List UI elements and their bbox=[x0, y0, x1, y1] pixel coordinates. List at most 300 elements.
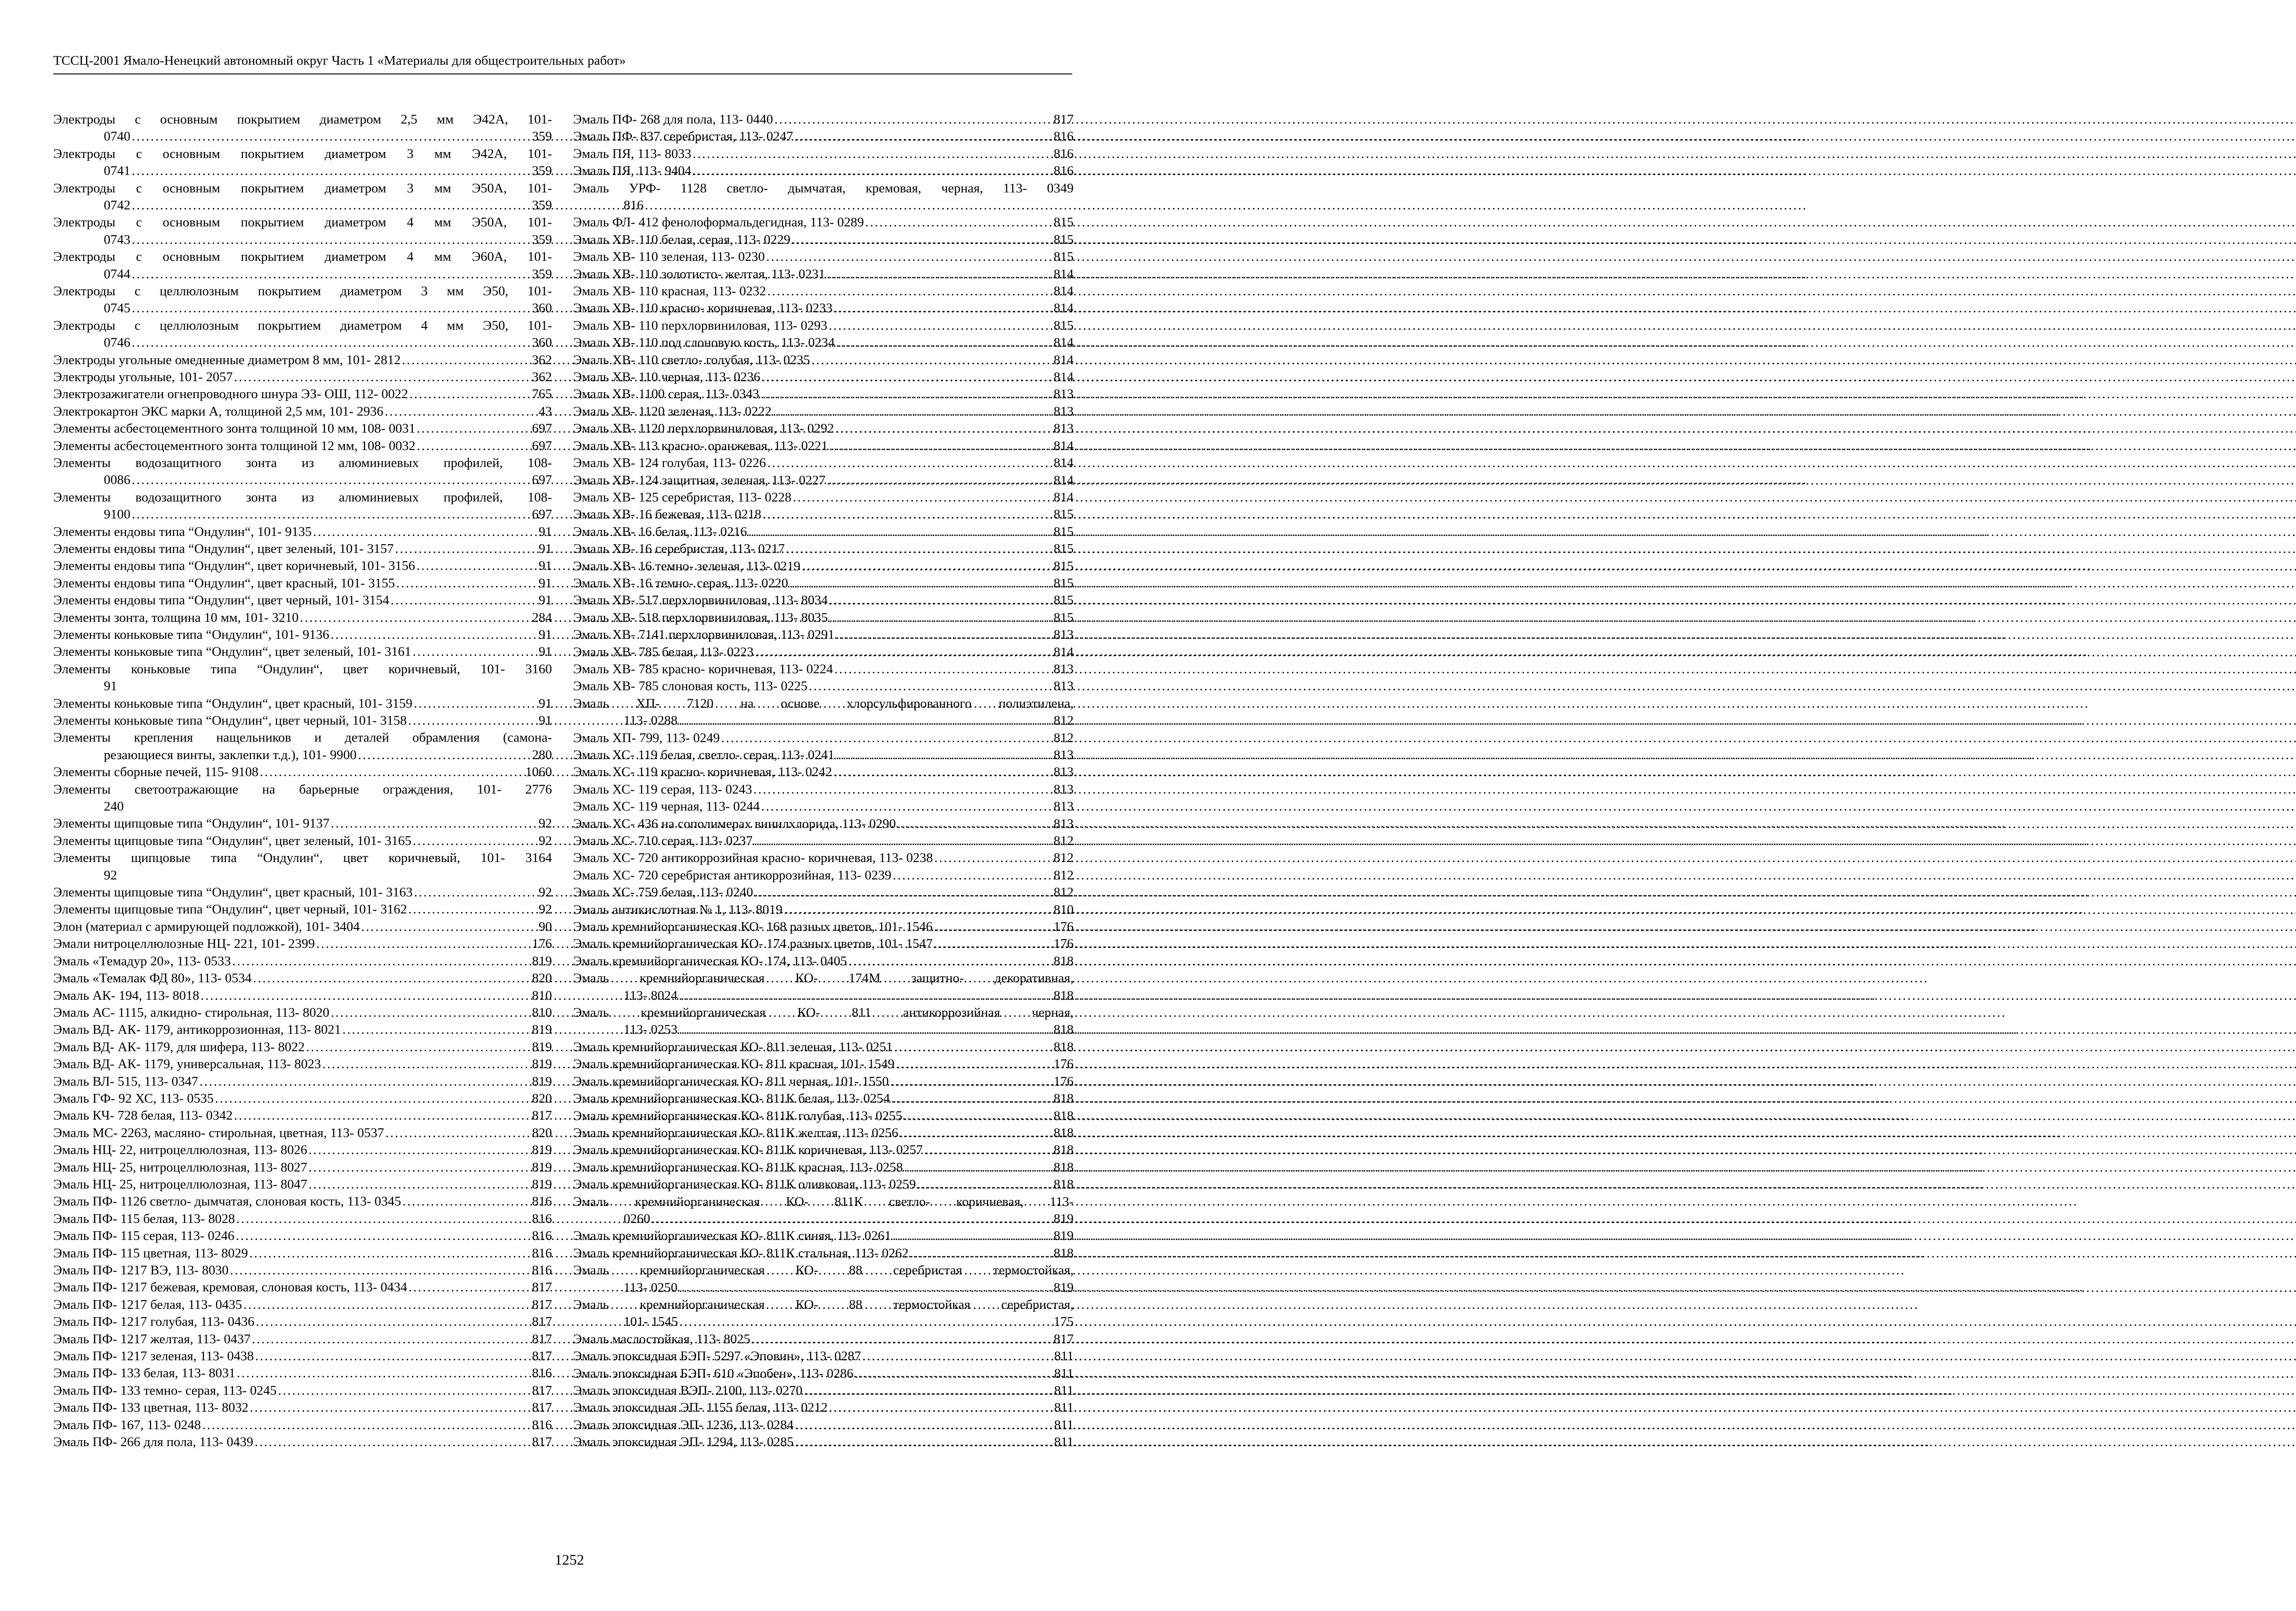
entry-page: 697 bbox=[532, 507, 552, 522]
index-entry bbox=[53, 884, 552, 901]
index-entry bbox=[573, 1228, 1074, 1245]
index-entry bbox=[573, 1039, 1074, 1056]
index-entry bbox=[53, 1125, 552, 1142]
index-entry bbox=[53, 1073, 552, 1090]
index-entry bbox=[53, 386, 552, 403]
entry-page: 818 bbox=[1053, 1177, 1074, 1192]
entry-line bbox=[53, 352, 552, 369]
entry-line bbox=[573, 146, 1074, 163]
entry-page: 813 bbox=[1053, 661, 1074, 676]
entry-line bbox=[53, 918, 552, 935]
index-entry bbox=[53, 1348, 552, 1365]
index-entry bbox=[573, 524, 1074, 541]
entry-text: Эмаль ХВ- 110 белая, серая, 113- 0229 bbox=[573, 232, 791, 247]
entry-text: Элементы ендовы типа “Ондулин“, цвет черный, 101- 3154 bbox=[53, 593, 389, 608]
dot-leader bbox=[650, 1211, 1054, 1228]
entry-page: 362 bbox=[532, 369, 552, 384]
dot-leader bbox=[407, 901, 539, 918]
entry-page: 91 bbox=[539, 541, 552, 557]
dot-leader bbox=[827, 1399, 1054, 1416]
dot-leader bbox=[413, 884, 539, 901]
index-entry bbox=[53, 1107, 552, 1124]
entry-page: 92 bbox=[539, 885, 552, 900]
entry-page: 813 bbox=[1053, 679, 1074, 694]
index-entry bbox=[573, 695, 1074, 730]
index-entry bbox=[53, 1262, 552, 1279]
entry-text: Эмаль ПФ- 268 для пола, 113- 0440 bbox=[573, 112, 773, 127]
entry-text: Эмаль ХВ- 125 серебристая, 113- 0228 bbox=[573, 490, 792, 505]
entry-page: 811 bbox=[1054, 1366, 1074, 1381]
entry-line bbox=[53, 1211, 552, 1228]
entry-text: Эмаль ПФ- 1217 бежевая, кремовая, слоновая кость, 113- 0434 bbox=[53, 1280, 407, 1295]
dot-leader bbox=[803, 1382, 1054, 1399]
entry-page: 811 bbox=[1054, 1435, 1074, 1450]
entry-text: Эмаль ХВ- 1100 серая, 113- 0343 bbox=[573, 387, 760, 402]
entry-text: Эмаль ХП- 7120 на основе хлорсульфированного полиэтилена, bbox=[573, 696, 1074, 711]
entry-page: 815 bbox=[1053, 575, 1074, 591]
entry-line bbox=[53, 1279, 552, 1296]
entry-line bbox=[573, 592, 1074, 609]
entry-text: Эмаль ПФ- 1217 желтая, 113- 0437 bbox=[53, 1331, 251, 1346]
index-entry bbox=[573, 816, 1074, 833]
index-entry bbox=[573, 541, 1074, 558]
entry-page: 362 bbox=[532, 352, 552, 367]
index-entry bbox=[573, 1417, 1074, 1434]
index-entry bbox=[573, 489, 1074, 506]
dot-leader bbox=[130, 472, 532, 489]
index-entry bbox=[573, 918, 1074, 935]
entry-line bbox=[573, 1090, 1074, 1107]
entry-page: 817 bbox=[532, 1435, 552, 1450]
entry-page: 818 bbox=[1053, 1039, 1074, 1054]
entry-line bbox=[573, 489, 1074, 506]
index-entry bbox=[53, 1004, 552, 1021]
index-entry bbox=[573, 970, 1074, 1004]
entry-page: 818 bbox=[1053, 988, 1074, 1003]
entry-text: Эмаль кремнийорганическая КО- 811 антикоррозийная черная, bbox=[573, 1005, 1074, 1020]
entry-line bbox=[53, 935, 552, 952]
index-entry bbox=[53, 558, 552, 575]
entry-page: 91 bbox=[104, 679, 117, 694]
entry-text: Электрозажигатели огнепроводного шнура ЭЗ- ОШ, 112- 0022 bbox=[53, 387, 408, 402]
dot-leader bbox=[253, 1434, 532, 1451]
entry-line bbox=[573, 128, 1074, 145]
entry-line bbox=[573, 1279, 1074, 1296]
index-entry bbox=[573, 678, 1074, 695]
entry-text: Эмаль эпоксидная ЭП- 1294, 113- 0285 bbox=[573, 1435, 794, 1450]
entry-text: Элементы водозащитного зонта из алюминиевых профилей, 108- bbox=[53, 456, 552, 471]
entry-page: 818 bbox=[1053, 1091, 1074, 1106]
dot-leader bbox=[214, 1090, 532, 1107]
entry-line bbox=[573, 1108, 1074, 1125]
entry-line bbox=[573, 1365, 1074, 1382]
entry-line bbox=[573, 1039, 1074, 1056]
index-entry bbox=[573, 111, 1074, 128]
entry-text: Эмаль ХВ- 110 под слоновую кость, 113- 0234 bbox=[573, 335, 835, 350]
entry-line bbox=[573, 1176, 1074, 1193]
dot-leader bbox=[834, 626, 1053, 643]
entry-text: резающиеся винты, заклепки т.д.), 101- 9900 bbox=[104, 747, 357, 762]
dot-leader bbox=[847, 953, 1054, 970]
entry-text: Эмаль ПФ- 167, 113- 0248 bbox=[53, 1417, 201, 1432]
entry-text: Эмаль ХВ- 110 зеленая, 113- 0230 bbox=[573, 249, 765, 265]
entry-page: 176 bbox=[1053, 919, 1074, 935]
dot-leader bbox=[130, 506, 532, 523]
dot-leader bbox=[790, 231, 1053, 248]
entry-page: 92 bbox=[539, 833, 552, 848]
entry-page: 818 bbox=[1053, 1160, 1074, 1175]
entry-page: 813 bbox=[1053, 816, 1074, 831]
index-entry bbox=[53, 352, 552, 369]
dot-leader bbox=[834, 420, 1053, 437]
entry-text: Эмаль ПФ- 266 для пола, 113- 0439 bbox=[53, 1435, 253, 1450]
index-entry bbox=[53, 1176, 552, 1193]
entry-text: Эмаль ВЛ- 515, 113- 0347 bbox=[53, 1074, 198, 1089]
entry-line bbox=[573, 1348, 1074, 1365]
entry-text: Электроды с основным покрытием диаметром 4 мм Э60А, 101- bbox=[53, 249, 552, 265]
entry-line bbox=[573, 369, 1074, 386]
entry-page: 811 bbox=[1054, 1400, 1074, 1415]
dot-leader bbox=[198, 1073, 532, 1090]
entry-line bbox=[53, 1417, 552, 1434]
index-entry bbox=[573, 1348, 1074, 1365]
entry-text: Эмаль ХВ- 517 перхлорвиниловая, 113- 8034 bbox=[573, 593, 828, 608]
entry-text: Эмаль ФЛ- 412 фенолоформальдегидная, 113- 0289 bbox=[573, 215, 864, 230]
entry-text: Эмаль ПФ- 1217 белая, 113- 0435 bbox=[53, 1297, 242, 1312]
index-entry bbox=[573, 472, 1074, 489]
entry-text: Эмаль КЧ- 728 белая, 113- 0342 bbox=[53, 1108, 233, 1123]
entry-text: Элементы ендовы типа “Ондулин“, цвет красный, 101- 3155 bbox=[53, 575, 395, 591]
entry-line bbox=[53, 1245, 552, 1262]
index-entry bbox=[573, 781, 1074, 798]
entry-line bbox=[53, 575, 552, 592]
entry-text: Эмаль ХВ- 1120 перхлорвиниловая, 113- 0292 bbox=[573, 421, 834, 436]
entry-page: 91 bbox=[539, 696, 552, 711]
index-entry bbox=[573, 403, 1074, 420]
entry-page: 819 bbox=[1053, 1280, 1074, 1295]
index-entry bbox=[53, 1193, 552, 1210]
entry-text: Элементы ендовы типа “Ондулин“, цвет коричневый, 101- 3156 bbox=[53, 558, 415, 574]
entry-text: Электроды с основным покрытием диаметром 3 мм Э42А, 101- bbox=[53, 146, 552, 161]
entry-line bbox=[53, 420, 552, 437]
dot-leader bbox=[383, 403, 539, 420]
entry-line bbox=[573, 1399, 1074, 1416]
entry-text: 0741 bbox=[104, 163, 130, 179]
index-entry bbox=[53, 1434, 552, 1451]
entry-text: Эмаль НЦ- 25, нитроцеллюлозная, 113- 8027 bbox=[53, 1160, 307, 1175]
entry-line bbox=[53, 815, 552, 832]
entry-text: 113- 0288 bbox=[624, 713, 678, 728]
entry-page: 697 bbox=[532, 421, 552, 436]
entry-text: Элементы щипцовые типа “Ондулин“, цвет коричневый, 101- 3164 bbox=[53, 851, 552, 866]
entry-text: Элементы коньковые типа “Ондулин“, цвет коричневый, 101- 3160 bbox=[53, 661, 552, 676]
dot-leader bbox=[389, 592, 539, 609]
entry-text: Эмаль кремнийорганическая КО- 811К синяя, 113- 0261 bbox=[573, 1228, 891, 1244]
entry-text: Элементы коньковые типа “Ондулин“, цвет красный, 101- 3159 bbox=[53, 696, 413, 711]
entry-line bbox=[573, 300, 1074, 317]
index-entry bbox=[573, 901, 1074, 918]
index-entry bbox=[573, 1142, 1074, 1159]
dot-leader bbox=[861, 1348, 1054, 1365]
index-entry bbox=[53, 1382, 552, 1399]
dot-leader bbox=[416, 420, 532, 437]
dot-leader bbox=[825, 266, 1053, 283]
entry-line bbox=[53, 403, 552, 420]
entry-text: Эмаль кремнийорганическая КО- 811К светло- коричневая, 113- bbox=[573, 1194, 1074, 1209]
entry-page: 360 bbox=[532, 301, 552, 316]
index-entry bbox=[53, 592, 552, 609]
entry-line bbox=[573, 1021, 1074, 1038]
entry-page: 814 bbox=[1053, 438, 1074, 453]
entry-text: Элементы асбестоцементного зонта толщиной 12 мм, 108- 0032 bbox=[53, 438, 416, 453]
entry-page: 816 bbox=[532, 1211, 552, 1226]
entry-page: 819 bbox=[532, 1177, 552, 1192]
entry-line bbox=[573, 455, 1074, 472]
dot-leader bbox=[810, 352, 1053, 369]
dot-leader bbox=[248, 1245, 532, 1262]
dot-leader bbox=[677, 1021, 1053, 1038]
index-entry bbox=[573, 626, 1074, 643]
entry-line bbox=[53, 626, 552, 643]
entry-text: Эмаль кремнийорганическая КО- 811 красная, 101- 1549 bbox=[573, 1057, 895, 1072]
index-entry bbox=[53, 764, 552, 781]
entry-line bbox=[53, 1090, 552, 1107]
index-entry bbox=[573, 1004, 1074, 1039]
dot-leader bbox=[356, 747, 532, 764]
entry-line bbox=[573, 266, 1074, 283]
index-entry bbox=[573, 334, 1074, 351]
entry-line bbox=[53, 438, 552, 455]
entry-text: Эмаль ХВ- 1120 зеленая, 113- 0222 bbox=[573, 404, 771, 419]
index-entry bbox=[573, 438, 1074, 455]
dot-leader bbox=[304, 1039, 532, 1056]
entry-text: Эмаль ХВ- 16 бежевая, 113- 0218 bbox=[573, 507, 761, 522]
index-entry bbox=[53, 369, 552, 386]
entry-line bbox=[573, 1313, 1074, 1330]
dot-leader bbox=[782, 901, 1054, 918]
entry-text: Эмаль ХВ- 785 белая, 113- 0223 bbox=[573, 644, 754, 659]
dot-leader bbox=[759, 386, 1053, 403]
entry-text: Эмаль антикислотная № 1, 113- 8019 bbox=[573, 902, 782, 917]
index-entry bbox=[573, 1262, 1074, 1296]
entry-line bbox=[573, 1245, 1074, 1262]
entry-text: Эмаль ПФ- 115 серая, 113- 0246 bbox=[53, 1228, 235, 1244]
entry-page: 811 bbox=[1054, 1417, 1074, 1432]
dot-leader bbox=[692, 146, 1054, 163]
index-entry bbox=[53, 935, 552, 952]
entry-text: Элементы ендовы типа “Ондулин“, 101- 9135 bbox=[53, 524, 312, 539]
dot-leader bbox=[321, 1056, 532, 1073]
dot-leader bbox=[236, 1365, 532, 1382]
entry-text: Эмаль ПФ- 133 цветная, 113- 8032 bbox=[53, 1400, 249, 1415]
index-entry bbox=[53, 455, 552, 489]
index-entry bbox=[573, 369, 1074, 386]
entry-text: Элементы коньковые типа “Ондулин“, 101- 9136 bbox=[53, 627, 329, 642]
entry-line bbox=[573, 1331, 1074, 1348]
entry-line bbox=[573, 163, 1074, 180]
entry-page: 91 bbox=[539, 713, 552, 728]
dot-leader bbox=[828, 438, 1054, 455]
entry-text: Эмаль кремнийорганическая КО- 811К коричневая, 113- 0257 bbox=[573, 1143, 923, 1158]
dot-leader bbox=[130, 128, 532, 145]
dot-leader bbox=[720, 730, 1054, 747]
dot-leader bbox=[864, 214, 1053, 231]
dot-leader bbox=[890, 1090, 1054, 1107]
entry-line bbox=[573, 1125, 1074, 1142]
dot-leader bbox=[835, 334, 1054, 351]
entry-line bbox=[53, 712, 552, 729]
entry-text: Эмали нитроцеллюлозные НЦ- 221, 101- 2399 bbox=[53, 936, 315, 952]
entry-line bbox=[53, 1434, 552, 1451]
dot-leader bbox=[785, 541, 1054, 558]
index-entry bbox=[53, 575, 552, 592]
entry-text: Эмаль ХВ- 785 красно- коричневая, 113- 0224 bbox=[573, 661, 833, 676]
entry-text: Элементы коньковые типа “Ондулин“, цвет черный, 101- 3158 bbox=[53, 713, 407, 728]
entry-text: Эмаль кремнийорганическая КО- 811 зеленая, 113- 0251 bbox=[573, 1039, 893, 1054]
entry-text: Эмаль маслостойкая, 113- 8025 bbox=[573, 1331, 750, 1346]
entry-text: 113- 0250 bbox=[624, 1280, 678, 1295]
dot-leader bbox=[765, 248, 1053, 265]
dot-leader bbox=[933, 850, 1054, 867]
entry-page: 817 bbox=[532, 1297, 552, 1312]
entry-line bbox=[573, 953, 1074, 970]
dot-leader bbox=[235, 1211, 532, 1228]
entry-line bbox=[53, 1004, 552, 1021]
entry-text: Электроды с целлюлозным покрытием диаметром 4 мм Э50, 101- bbox=[53, 318, 552, 333]
entry-line bbox=[573, 764, 1074, 781]
entry-line bbox=[573, 867, 1074, 884]
header-rule bbox=[53, 73, 1072, 74]
dot-leader bbox=[401, 1193, 532, 1210]
entry-text: Эмаль эпоксидная БЭП- 610 «Эпобен», 113- 0286 bbox=[573, 1366, 854, 1381]
entry-page: 816 bbox=[1053, 163, 1074, 179]
entry-page: 817 bbox=[1053, 112, 1074, 127]
index-entry bbox=[573, 953, 1074, 970]
entry-text: Эмаль кремнийорганическая КО- 88 серебристая термостойкая, bbox=[573, 1263, 1074, 1278]
entry-page: 91 bbox=[539, 644, 552, 659]
dot-leader bbox=[908, 1245, 1053, 1262]
index-entry bbox=[573, 884, 1074, 901]
entry-text: Эмаль ХВ- 16 темно- серая, 113- 0220 bbox=[573, 575, 788, 591]
entry-page: 817 bbox=[532, 1108, 552, 1123]
dot-leader bbox=[760, 798, 1054, 815]
entry-text: Эмаль эпоксидная ЭП- 1236, 113- 0284 bbox=[573, 1417, 794, 1432]
entry-page: 819 bbox=[532, 1057, 552, 1072]
entry-text: Эмаль ХС- 119 белая, светло- серая, 113- 0241 bbox=[573, 748, 835, 762]
index-entry bbox=[573, 1434, 1074, 1451]
index-entry bbox=[573, 386, 1074, 403]
index-entry bbox=[573, 248, 1074, 265]
dot-leader bbox=[771, 403, 1054, 420]
entry-page: 814 bbox=[1053, 284, 1074, 299]
entry-line bbox=[573, 111, 1074, 128]
entry-text: Эмаль кремнийорганическая КО- 88 термостойкая серебристая, bbox=[573, 1297, 1074, 1312]
entry-line bbox=[573, 918, 1074, 935]
entry-page: 816 bbox=[532, 1366, 552, 1381]
entry-page: 820 bbox=[532, 1091, 552, 1106]
entry-text: Элементы щипцовые типа “Ондулин“, цвет красный, 101- 3163 bbox=[53, 885, 413, 900]
entry-page: 818 bbox=[1053, 1022, 1074, 1037]
entry-text: Электроды с целлюлозным покрытием диаметром 3 мм Э50, 101- bbox=[53, 283, 552, 299]
entry-page: 816 bbox=[624, 198, 644, 213]
entry-page: 360 bbox=[532, 335, 552, 350]
dot-leader bbox=[130, 300, 532, 317]
entry-page: 817 bbox=[532, 1349, 552, 1364]
entry-text: Эмаль ХС- 720 серебристая антикоррозийная, 113- 0239 bbox=[573, 867, 892, 883]
entry-page: 810 bbox=[532, 1005, 552, 1020]
dot-leader bbox=[891, 867, 1053, 884]
entry-line bbox=[53, 747, 552, 764]
entry-text: Эмаль эпоксидная ВЭП- 2100, 113- 0270 bbox=[573, 1383, 803, 1398]
dot-leader bbox=[250, 1331, 532, 1348]
entry-line bbox=[573, 506, 1074, 523]
entry-page: 813 bbox=[1053, 765, 1074, 780]
dot-leader bbox=[401, 352, 532, 369]
index-entry bbox=[53, 953, 552, 970]
entry-page: 818 bbox=[1053, 1108, 1074, 1123]
entry-line bbox=[53, 1382, 552, 1399]
index-entry bbox=[53, 1228, 552, 1245]
entry-text: Эмаль ХВ- 785 слоновая кость, 113- 0225 bbox=[573, 679, 808, 694]
index-entry bbox=[573, 146, 1074, 163]
dot-leader bbox=[329, 1004, 532, 1021]
entry-text: Эмаль ХВ- 7141 перхлорвиниловая, 113- 0291 bbox=[573, 627, 835, 642]
dot-leader bbox=[793, 1417, 1054, 1434]
index-entry bbox=[53, 317, 552, 352]
entry-page: 813 bbox=[1053, 799, 1074, 814]
dot-leader bbox=[395, 575, 539, 592]
entry-line bbox=[573, 747, 1074, 764]
index-entry bbox=[53, 781, 552, 816]
index-entry bbox=[573, 558, 1074, 575]
entry-text: 0745 bbox=[104, 301, 130, 316]
dot-leader bbox=[828, 609, 1054, 626]
dot-leader bbox=[407, 1279, 532, 1296]
entry-text: Эмаль ХВ- 16 белая, 113- 0216 bbox=[573, 524, 747, 539]
dot-leader bbox=[234, 1228, 532, 1245]
dot-leader bbox=[252, 970, 532, 987]
entry-page: 176 bbox=[532, 936, 552, 952]
dot-leader bbox=[201, 1417, 532, 1434]
entry-line bbox=[573, 850, 1074, 867]
entry-page: 816 bbox=[1053, 146, 1074, 161]
entry-text: Эмаль ПФ- 1217 ВЭ, 113- 8030 bbox=[53, 1263, 229, 1278]
entry-text: 0744 bbox=[104, 266, 130, 282]
entry-line bbox=[53, 1107, 552, 1124]
index-entry bbox=[573, 747, 1074, 764]
entry-line bbox=[573, 214, 1074, 231]
entry-page: 813 bbox=[1053, 627, 1074, 642]
entry-page: 814 bbox=[1053, 473, 1074, 488]
entry-page: 92 bbox=[104, 867, 117, 883]
entry-text: Электроды угольные, 101- 2057 bbox=[53, 369, 233, 384]
dot-leader bbox=[248, 1399, 532, 1416]
index-entry bbox=[53, 420, 552, 437]
dot-leader bbox=[312, 524, 539, 541]
entry-text: Эмаль ВД- АК- 1179, универсальная, 113- 8023 bbox=[53, 1057, 321, 1072]
entry-text: Эмаль ХВ- 113 красно- оранжевая, 113- 0221 bbox=[573, 438, 828, 453]
dot-leader bbox=[416, 438, 532, 455]
dot-leader bbox=[254, 1348, 532, 1365]
dot-leader bbox=[834, 747, 1053, 764]
entry-page: 817 bbox=[532, 1400, 552, 1415]
entry-line bbox=[53, 266, 552, 283]
entry-page: 818 bbox=[1053, 1125, 1074, 1140]
dot-leader bbox=[793, 1434, 1054, 1451]
entry-line bbox=[573, 781, 1074, 798]
entry-text: Элементы коньковые типа “Ондулин“, цвет зеленый, 101- 3161 bbox=[53, 644, 411, 659]
entry-text: Эмаль АС- 1115, алкидно- стирольная, 113- 8020 bbox=[53, 1005, 330, 1020]
